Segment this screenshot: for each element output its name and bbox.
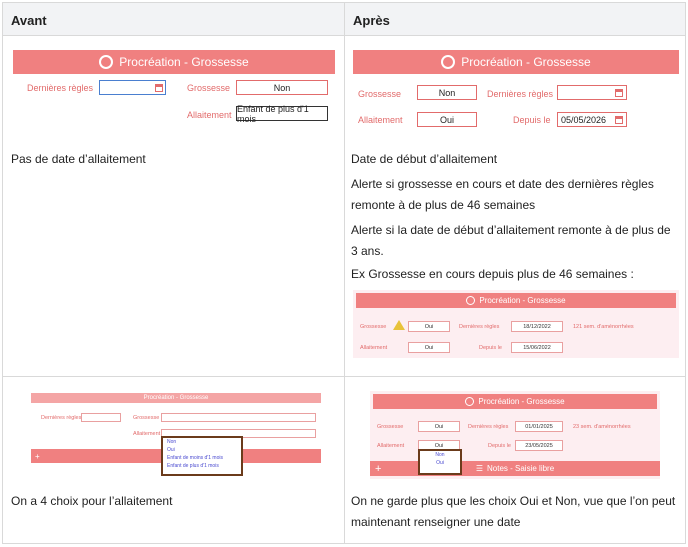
comparison-table [2,2,686,544]
globe-icon [465,397,474,406]
allaitement-label: Allaitement [358,115,403,125]
example-dernieres-input[interactable]: 18/12/2022 [511,321,563,332]
dernieres-regles-label: Dernières règles [27,83,94,93]
depuis-input[interactable] [557,112,627,127]
calendar-icon[interactable] [155,84,163,92]
warning-icon [393,320,405,330]
row2-left-text: On a 4 choix pour l’allaitement [11,494,173,508]
option-non[interactable]: Non [435,452,445,458]
option-plus-1-mois[interactable]: Enfant de plus d'1 mois [167,463,219,469]
mini-allaitement-label: Allaitement [377,443,405,449]
depuis-label: Depuis le [513,115,551,125]
apres-p3: Alerte si la date de début d’allaitement remonte à de plus de 3 ans. [351,223,671,258]
mini-grossesse-label: Grossesse [377,424,404,430]
grossesse-label: Grossesse [358,89,402,99]
dernieres-regles-label: Dernières règles [487,89,554,99]
banner-title: Procréation - Grossesse [119,55,249,69]
example-screenshot [353,290,679,358]
calendar-icon[interactable] [615,89,623,97]
example-dernieres-label: Dernières règles [459,324,500,330]
column-divider [344,3,345,543]
option-oui[interactable]: Oui [167,447,175,453]
grossesse-label: Grossesse [187,83,231,93]
example-amenorrhee: 121 sem. d'aménorrhées [573,324,634,330]
example-allaitement-select[interactable]: Oui [408,342,450,353]
example-grossesse-select[interactable]: Oui [408,321,450,332]
row2-right-text: On ne garde plus que les choix Oui et Non, vue que l’on peut maintenant renseigner une date [351,494,676,529]
mini-allaitement-label: Allaitement [133,431,161,437]
mini-notes-bar: + [31,449,321,463]
apres-p1: Date de début d’allaitement [351,152,498,166]
mini-grossesse-label: Grossesse [133,415,160,421]
row2-left-screenshot [31,393,321,483]
grossesse-select[interactable]: Non [236,80,328,95]
mini-notes-bar[interactable] [370,461,660,476]
header-apres: Après [345,3,685,36]
allaitement-label: Allaitement [187,110,232,120]
mini-dernieres-input[interactable] [81,413,121,422]
mini-dernieres-label: Dernières règles [468,424,509,430]
mini-banner [373,394,657,409]
mini-grossesse-select[interactable] [161,413,316,422]
mini-allaitement-select[interactable]: Oui [418,440,460,451]
row2-right-screenshot [370,391,660,479]
mini-depuis-input[interactable]: 23/05/2025 [515,440,563,451]
apres-p2: Alerte si grossesse en cours et date des dernières règles remonte à de plus de 46 semaines [351,177,654,212]
option-non[interactable]: Non [167,439,177,445]
calendar-icon[interactable] [615,116,623,124]
plus-icon[interactable]: + [375,462,382,475]
globe-icon [99,55,113,69]
globe-icon [466,296,475,305]
example-grossesse-label: Grossesse [360,324,387,330]
mini-depuis-label: Depuis le [488,443,511,449]
mini-banner-title: Procréation - Grossesse [478,397,565,406]
mini-banner-title: Procréation - Grossesse [143,395,209,401]
apres-banner [353,50,679,74]
mini-dropdown[interactable] [418,449,462,475]
option-oui[interactable]: Oui [436,460,444,466]
example-depuis-label: Depuis le [479,345,502,351]
mini-amenorrhee: 23 sem. d'aménorrhées [573,424,631,430]
banner-title: Procréation - Grossesse [461,55,591,69]
mini-grossesse-select[interactable]: Oui [418,421,460,432]
example-banner-title: Procréation - Grossesse [479,296,566,305]
mini-dernieres-input[interactable]: 01/01/2025 [515,421,563,432]
example-banner [356,293,676,308]
menu-icon: ☰ [475,464,484,473]
grossesse-select[interactable]: Non [417,85,477,100]
option-moins-1-mois[interactable]: Enfant de moins d'1 mois [167,455,223,461]
mini-banner [31,393,321,403]
mini-dropdown[interactable] [161,436,243,476]
example-allaitement-label: Allaitement [360,345,388,351]
mini-dernieres-label: Dernières règles [41,415,82,421]
header-avant: Avant [3,3,344,36]
apres-p4: Ex Grossesse en cours depuis plus de 46 semaines : [351,267,634,281]
allaitement-select[interactable]: Enfant de plus d'1 mois [236,106,328,121]
example-depuis-input[interactable]: 15/06/2022 [511,342,563,353]
globe-icon [441,55,455,69]
allaitement-select[interactable]: Oui [417,112,477,127]
avant-banner [13,50,335,74]
notes-label: Notes - Saisie libre [487,464,555,473]
row-divider [3,376,685,377]
avant-text: Pas de date d’allaitement [11,152,146,166]
dernieres-regles-input[interactable] [99,80,166,95]
depuis-value: 05/05/2026 [561,114,607,125]
dernieres-regles-input[interactable] [557,85,627,100]
